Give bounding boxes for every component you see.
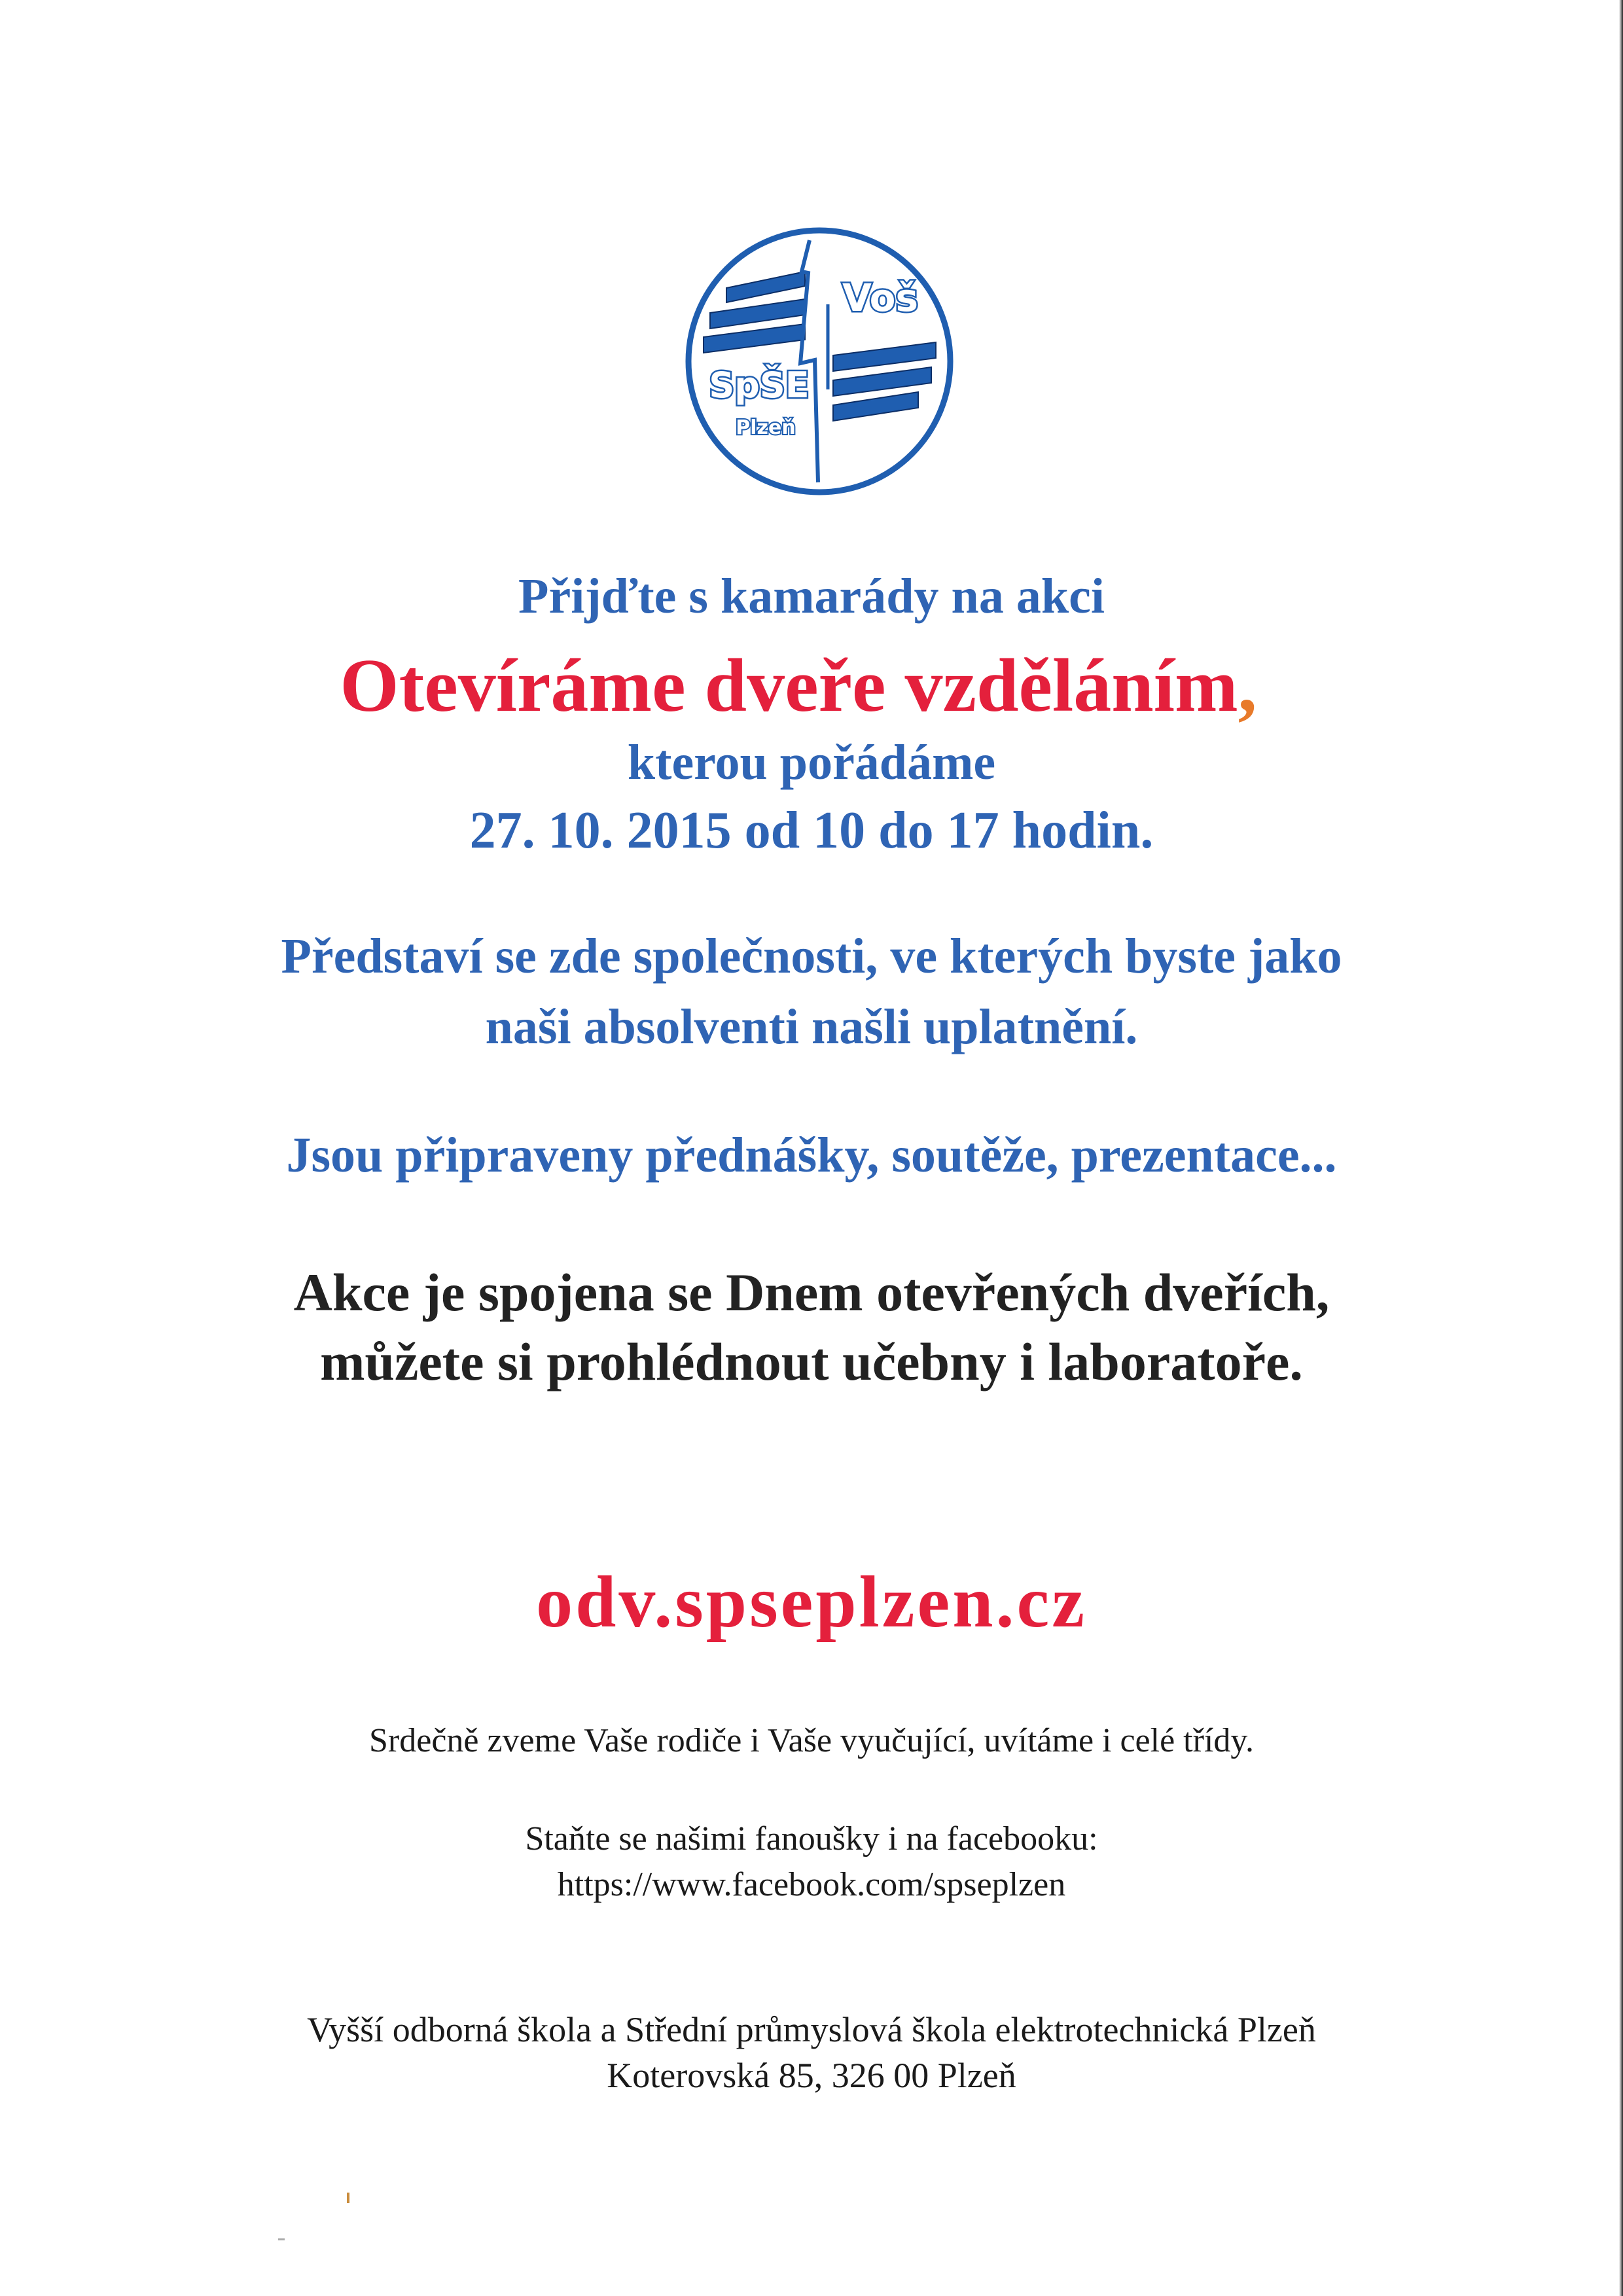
scan-speck [347, 2193, 349, 2203]
event-date-time: 27. 10. 2015 od 10 do 17 hodin. [469, 802, 1154, 859]
event-name [0, 643, 1610, 730]
invitation-intro: Přijďte s kamarády na akci [518, 569, 1105, 624]
event-host: kterou pořádáme [627, 735, 996, 790]
open-days-line-1: Akce je spojena se Dnem otevřených dveřích, [293, 1263, 1330, 1322]
companies-line-1: Představí se zde společnosti, ve kterých byste jako [281, 929, 1342, 984]
invite-note: Srdečně zveme Vaše rodiče i Vaše vyučující, uvítáme i celé třídy. [369, 1722, 1254, 1759]
school-logo [684, 226, 955, 497]
event-name-comma: , [1238, 644, 1257, 728]
school-address: Koterovská 85, 326 00 Plzeň [607, 2056, 1016, 2095]
logo-text-vos: Voš [842, 276, 919, 320]
companies-line-2: naši absolventi našli uplatnění. [485, 999, 1138, 1054]
scan-speck [278, 2238, 285, 2240]
facebook-line: Staňte se našimi fanoušky i na facebooku: [525, 1820, 1098, 1857]
logo-text-spse: SpŠE [709, 365, 810, 406]
facebook-url[interactable]: https://www.facebook.com/spseplzen [557, 1866, 1066, 1903]
logo-text-plzen: Plzeň [736, 416, 796, 439]
event-name-text: Otevíráme dveře vzděláním [340, 644, 1238, 728]
school-name: Vyšší odborná škola a Střední průmyslová škola elektrotechnická Plzeň [307, 2010, 1316, 2049]
website-link[interactable]: odv.spseplzen.cz [536, 1562, 1087, 1643]
open-days-line-2: můžete si prohlédnout učebny i laboratoře. [320, 1332, 1303, 1391]
program-text: Jsou připraveny přednášky, soutěže, prezentace... [286, 1128, 1337, 1183]
